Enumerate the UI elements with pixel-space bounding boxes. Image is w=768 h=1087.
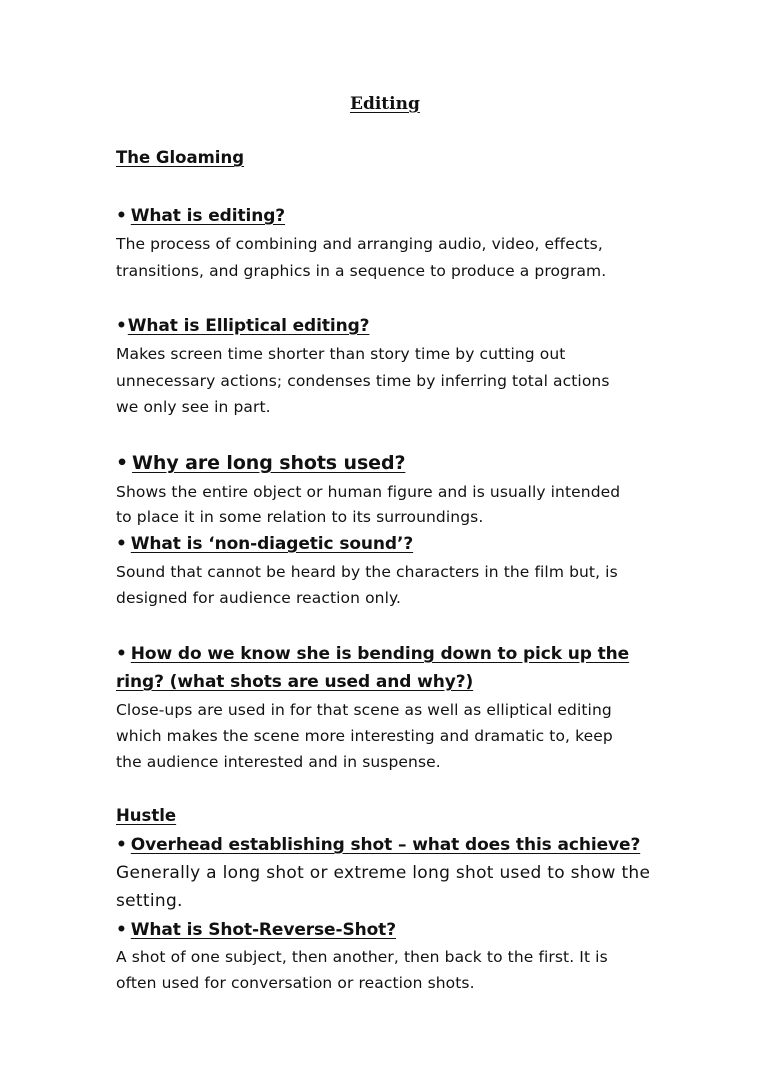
question-text: What is Shot-Reverse-Shot? [130,920,396,940]
answer-line: to place it in some relation to its surroundings. [116,508,484,526]
question-heading-continued: ring? (what shots are used and why?) [116,672,474,692]
question-text: What is Elliptical editing? [127,316,370,336]
page-title: Editing [350,94,420,114]
bullet: • [116,534,127,554]
question-heading [116,920,396,940]
answer-line: Generally a long shot or extreme long shot used to show the [116,863,651,883]
answer-line: A shot of one subject, then another, then back to the first. It is [116,948,608,966]
answer-line: transitions, and graphics in a sequence to produce a program. [116,262,607,280]
answer-line: Close-ups are used in for that scene as well as elliptical editing [116,701,612,719]
answer-line: unnecessary actions; condenses time by inferring total actions [116,372,610,390]
section-heading: Hustle [116,806,177,825]
bullet: • [116,644,127,664]
answer-line: The process of combining and arranging audio, video, effects, [116,235,603,253]
question-text: What is editing? [130,206,286,226]
answer-line: Shows the entire object or human figure and is usually intended [116,483,621,501]
answer-line: we only see in part. [116,398,271,416]
answer-line: which makes the scene more interesting and dramatic to, keep [116,727,613,745]
answer-line: setting. [116,891,183,911]
question-text: Overhead establishing shot – what does this achieve? [130,835,641,855]
question-heading [116,534,413,554]
section-heading: The Gloaming [116,148,245,167]
bullet: • [116,835,127,855]
answer-line: Sound that cannot be heard by the characters in the film but, is [116,563,618,581]
question-text: How do we know she is bending down to pick up the [130,644,630,664]
answer-line: designed for audience reaction only. [116,589,402,607]
question-heading [116,316,369,336]
answer-line: the audience interested and in suspense. [116,753,441,771]
question-heading [116,206,285,226]
bullet: • [116,206,127,226]
question-heading [116,644,629,664]
answer-line: often used for conversation or reaction shots. [116,974,475,992]
question-heading [116,835,640,855]
bullet: • [116,316,127,336]
question-text: What is ‘non-diagetic sound’? [130,534,414,554]
bullet: • [116,452,129,474]
question-heading [116,452,405,474]
bullet: • [116,920,127,940]
answer-line: Makes screen time shorter than story time by cutting out [116,345,566,363]
question-text: Why are long shots used? [132,452,406,474]
